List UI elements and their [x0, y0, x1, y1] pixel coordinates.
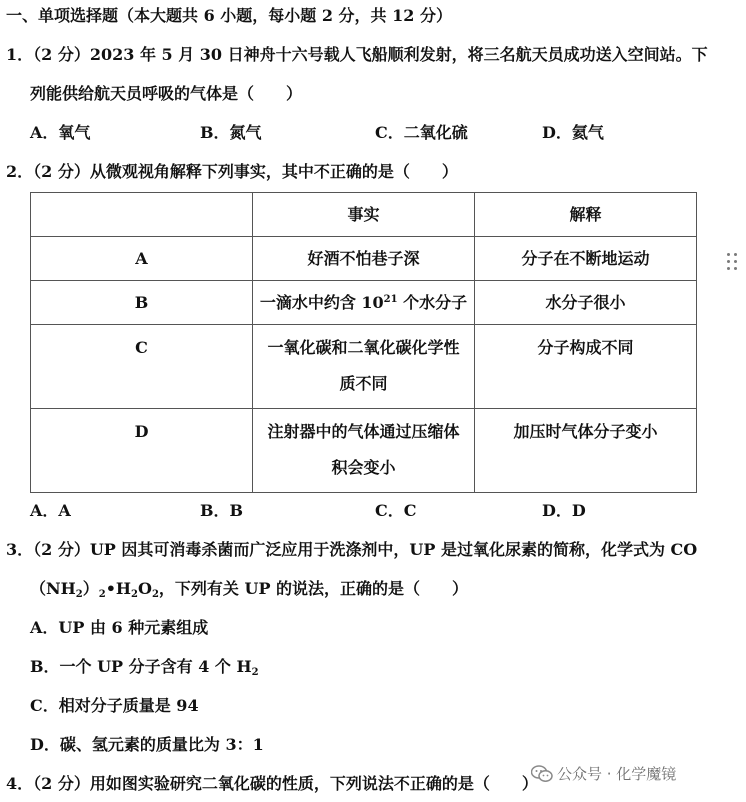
q3-stem-rest: ，下列有关 UP 的说法，正确的是（ ）: [158, 579, 469, 598]
q1-option-a[interactable]: A．氧气: [30, 123, 91, 142]
q2-option-b[interactable]: B．B: [200, 501, 244, 520]
row-b-fact-post: 个水分子: [397, 292, 468, 312]
q3-option-a[interactable]: A．UP 由 6 种元素组成: [30, 618, 209, 637]
row-d-fact-line2: 积会变小: [331, 458, 396, 477]
q3-formula-dot: •H: [105, 579, 132, 598]
row-b-fact-exponent: 21: [383, 293, 398, 305]
row-b-explain: 水分子很小: [475, 281, 697, 325]
drag-handle-icon[interactable]: [727, 253, 739, 271]
q3-option-c[interactable]: C．相对分子质量是 94: [30, 696, 199, 715]
q3-option-d[interactable]: D．碳、氢元素的质量比为 3：1: [30, 735, 264, 754]
header-explain-cell: 解释: [475, 193, 697, 237]
row-d-fact: [253, 409, 475, 493]
q2-option-a[interactable]: A．A: [30, 501, 71, 520]
table-header-row: [31, 193, 697, 237]
wechat-icon: [531, 765, 553, 783]
row-a-fact: 好酒不怕巷子深: [253, 237, 475, 281]
q4-stem-line1: 4．（2 分）用如图实验研究二氧化碳的性质，下列说法不正确的是（ ）: [6, 774, 538, 793]
q1-option-d[interactable]: D．氦气: [542, 123, 604, 142]
row-a-explain: 分子在不断地运动: [475, 237, 697, 281]
q3-formula-sub: 2: [98, 589, 106, 600]
q3-stem-line2: [30, 578, 468, 600]
section-heading: 一、单项选择题（本大题共 6 小题，每小题 2 分，共 12 分）: [6, 6, 452, 25]
q1-options: [30, 122, 730, 144]
q1-option-b[interactable]: B．氮气: [200, 123, 262, 142]
table-row: [31, 237, 697, 281]
row-c-fact-line2: 质不同: [339, 374, 388, 393]
q2-stem: 2．（2 分）从微观视角解释下列事实，其中不正确的是（ ）: [6, 162, 458, 181]
q3-formula-sub: 2: [75, 589, 83, 600]
row-a-label: A: [31, 237, 253, 281]
table-row: [31, 281, 697, 325]
q3-formula-sub: 2: [131, 589, 139, 600]
q3-option-b[interactable]: [30, 656, 259, 678]
q3-formula-close: ）: [82, 579, 99, 598]
row-c-label: C: [31, 325, 253, 409]
row-c-explain: 分子构成不同: [475, 325, 697, 409]
row-b-label: B: [31, 281, 253, 325]
row-d-label: D: [31, 409, 253, 493]
row-d-explain: 加压时气体分子变小: [475, 409, 697, 493]
q2-options: [30, 500, 730, 522]
q2-option-c[interactable]: C．C: [375, 501, 417, 520]
q1-stem-line1: 1．（2 分）2023 年 5 月 30 日神舟十六号载人飞船顺利发射，将三名航天员成功送入空间站。下: [6, 45, 708, 64]
watermark-text: 公众号 · 化学魔镜: [557, 765, 677, 783]
header-label-cell: [31, 193, 253, 237]
table-row: [31, 325, 697, 409]
q3-formula-open: （NH: [30, 579, 76, 598]
row-c-fact: [253, 325, 475, 409]
q3-formula-sub: 2: [151, 589, 159, 600]
row-b-fact-pre: 一滴水中约含 10: [259, 292, 384, 312]
row-d-fact-line1: 注射器中的气体通过压缩体: [267, 422, 460, 441]
q2-option-d[interactable]: D．D: [542, 501, 586, 520]
table-row: [31, 409, 697, 493]
q1-stem-line2: 列能供给航天员呼吸的气体是（ ）: [30, 84, 303, 103]
q3-option-b-sub: 2: [251, 667, 259, 678]
row-b-fact: [253, 281, 475, 325]
q3-stem-line1: 3．（2 分）UP 因其可消毒杀菌而广泛应用于洗涤剂中，UP 是过氧化尿素的简称，化学式为 CO: [6, 540, 698, 559]
header-fact-cell: 事实: [253, 193, 475, 237]
q2-table: [30, 192, 697, 493]
q3-option-b-text: B．一个 UP 分子含有 4 个 H: [30, 657, 252, 676]
row-c-fact-line1: 一氧化碳和二氧化碳化学性: [267, 338, 460, 357]
q1-option-c[interactable]: C．二氧化硫: [375, 123, 468, 142]
q3-formula-o: O: [138, 579, 152, 598]
